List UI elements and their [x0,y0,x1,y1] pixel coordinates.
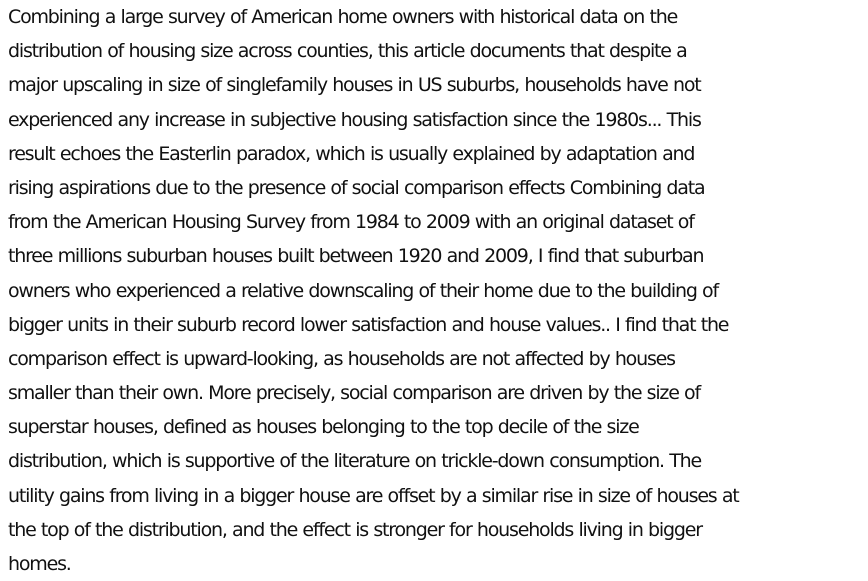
text-line: distribution, which is supportive of the literature on trickle-down consumption. The [8,450,701,473]
text-line: three millions suburban houses built between 1920 and 2009, I find that suburban [8,245,704,268]
text-line: bigger units in their suburb record lower satisfaction and house values.. I find that the [8,313,729,336]
text-line: Combining a large survey of American home owners with historical data on the [8,6,678,28]
text-line: distribution of housing size across counties, this article documents that despite a [8,40,687,63]
text-line: the top of the distribution, and the effect is stronger for households living in bigger [8,518,702,541]
text-line: utility gains from living in a bigger house are offset by a similar rise in size of houses at [8,484,739,507]
text-line: rising aspirations due to the presence of social comparison effects Combining data [8,176,705,199]
abstract-text-block [8,0,866,581]
text-line: owners who experienced a relative downscaling of their home due to the building of [8,279,718,302]
text-line: from the American Housing Survey from 1984 to 2009 with an original dataset of [8,211,694,234]
text-line: comparison effect is upward-looking, as households are not affected by houses [8,347,675,370]
text-line: experienced any increase in subjective housing satisfaction since the 1980s... This [8,108,701,131]
text-line: homes. [8,553,71,575]
text-line: result echoes the Easterlin paradox, which is usually explained by adaptation and [8,142,695,165]
text-line: smaller than their own. More precisely, social comparison are driven by the size of [8,382,700,405]
text-line: superstar houses, defined as houses belonging to the top decile of the size [8,416,639,439]
text-line: major upscaling in size of singlefamily houses in US suburbs, households have not [8,74,701,97]
